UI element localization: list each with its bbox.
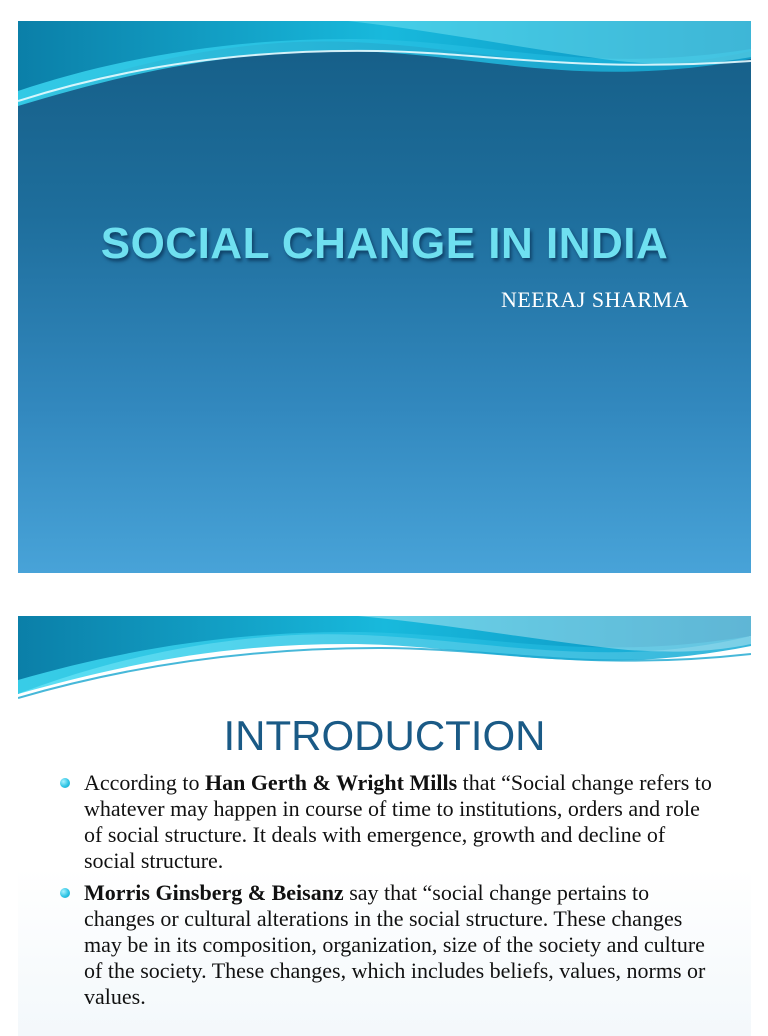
bullet-text: say that “social change pertains to changes or cultural alterations in the social structure. These changes may be in its composition, organization, size of the society and culture of the society. These changes, which includes beliefs, values, norms or values. [84,880,706,1009]
bullet-authors: Han Gerth & Wright Mills [204,770,458,795]
bullet-prefix: According to [84,770,205,795]
bullet-icon [60,888,70,898]
bullet-icon [60,778,70,788]
list-item [58,770,718,874]
wave-header-decoration [18,616,751,706]
author-name: NEERAJ SHARMA [500,287,689,312]
wave-header-decoration [18,21,751,141]
slide-title: SOCIAL CHANGE IN INDIA [100,219,669,268]
introduction-slide [18,616,751,1036]
bullet-list [58,770,718,1016]
bullet-text: that “Social change refers to whatever may happen in course of time to institutions, orders and role of social structure. It deals with emergence, growth and decline of social structure. [84,770,712,873]
title-slide [18,21,751,573]
bullet-authors: Morris Ginsberg & Beisanz [84,880,344,905]
list-item [58,880,718,1010]
slide-heading: INTRODUCTION [223,712,546,759]
